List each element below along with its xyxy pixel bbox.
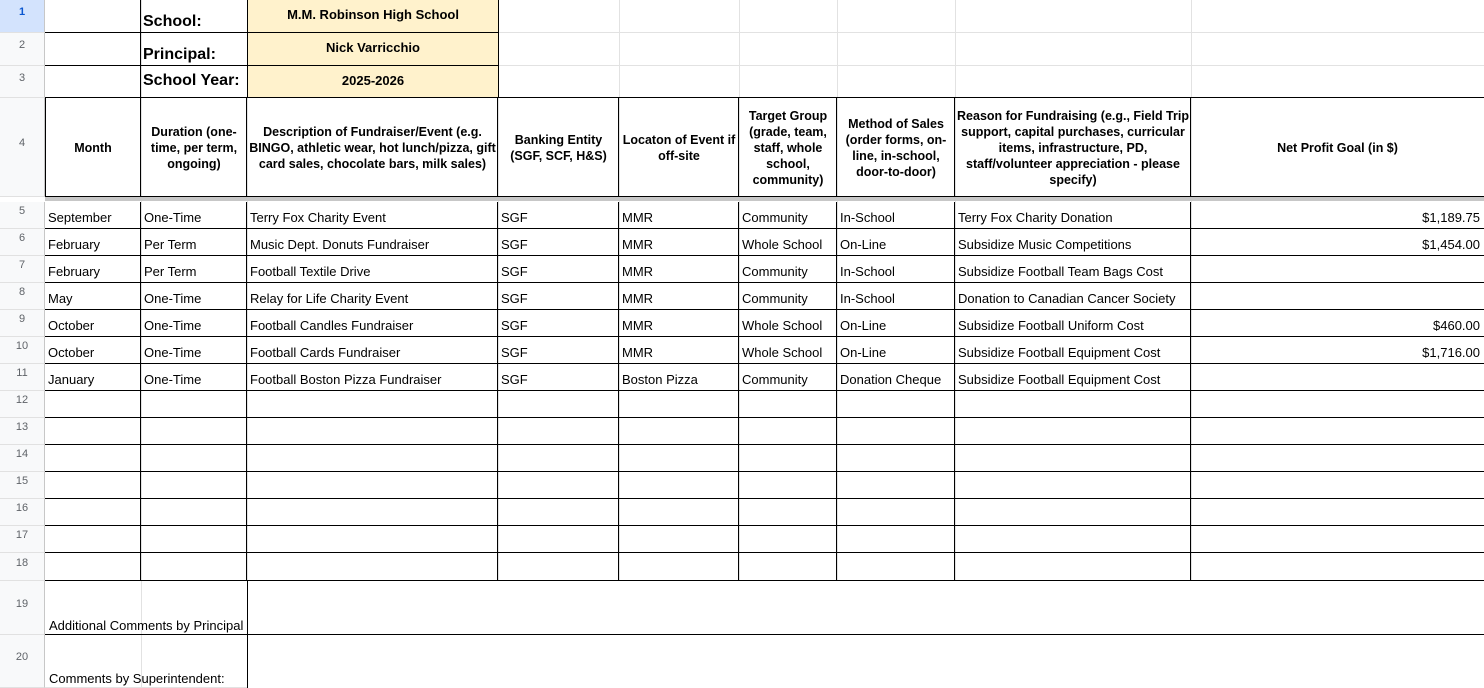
row-header[interactable]: 5 bbox=[0, 202, 45, 229]
row-header[interactable]: 19 bbox=[0, 581, 45, 635]
column-header[interactable]: Month bbox=[74, 140, 112, 155]
row-header[interactable]: 12 bbox=[0, 391, 45, 418]
table-cell[interactable]: On-Line bbox=[840, 346, 887, 360]
cell-border bbox=[45, 390, 1484, 391]
row-header[interactable]: 17 bbox=[0, 526, 45, 553]
table-cell[interactable]: Boston Pizza bbox=[622, 373, 698, 387]
table-cell[interactable]: Community bbox=[742, 211, 808, 225]
principal-comments-label: Additional Comments by Principal bbox=[49, 619, 244, 633]
row-header[interactable]: 18 bbox=[0, 553, 45, 581]
table-cell[interactable]: Football Textile Drive bbox=[250, 265, 371, 279]
table-cell[interactable]: SGF bbox=[501, 292, 528, 306]
table-cell[interactable]: October bbox=[48, 319, 95, 333]
table-cell[interactable]: Subsidize Football Equipment Cost bbox=[958, 373, 1161, 387]
table-cell[interactable]: $460.00 bbox=[1433, 319, 1480, 333]
table-cell[interactable]: SGF bbox=[501, 238, 528, 252]
table-cell[interactable]: Community bbox=[742, 292, 808, 306]
column-header[interactable]: Method of Sales (order forms, on-line, in-school, door-to-door) bbox=[845, 116, 947, 179]
table-cell[interactable]: Football Candles Fundraiser bbox=[250, 319, 414, 333]
table-cell[interactable]: One-Time bbox=[144, 346, 202, 360]
table-cell[interactable]: Per Term bbox=[144, 238, 197, 252]
table-cell[interactable]: SGF bbox=[501, 346, 528, 360]
table-cell[interactable]: One-Time bbox=[144, 292, 202, 306]
table-cell[interactable]: MMR bbox=[622, 292, 654, 306]
cell-border bbox=[45, 525, 1484, 526]
row-header[interactable]: 10 bbox=[0, 337, 45, 364]
row-header[interactable]: 7 bbox=[0, 256, 45, 283]
row-header[interactable]: 2 bbox=[0, 33, 45, 66]
row-header[interactable]: 6 bbox=[0, 229, 45, 256]
row-header[interactable]: 14 bbox=[0, 445, 45, 472]
table-cell[interactable]: February bbox=[48, 238, 101, 252]
table-cell[interactable]: MMR bbox=[622, 238, 654, 252]
table-cell[interactable]: Whole School bbox=[742, 319, 823, 333]
cell-border bbox=[45, 498, 1484, 499]
table-cell[interactable]: MMR bbox=[622, 319, 654, 333]
table-cell[interactable]: On-Line bbox=[840, 319, 887, 333]
cell-border bbox=[738, 98, 739, 197]
superintendent-comments-field[interactable] bbox=[248, 635, 1484, 688]
row-header[interactable]: 13 bbox=[0, 418, 45, 445]
cell-border bbox=[45, 309, 1484, 310]
table-cell[interactable]: MMR bbox=[622, 211, 654, 225]
cell-border bbox=[498, 0, 499, 98]
table-cell[interactable]: January bbox=[48, 373, 95, 387]
table-cell[interactable]: September bbox=[48, 211, 112, 225]
superintendent-comments-label: Comments by Superintendent: bbox=[49, 672, 225, 686]
table-cell[interactable]: Donation Cheque bbox=[840, 373, 942, 387]
table-cell[interactable]: Music Dept. Donuts Fundraiser bbox=[250, 238, 430, 252]
cell-border bbox=[247, 0, 248, 98]
cell-border bbox=[45, 552, 1484, 553]
table-cell[interactable] bbox=[1191, 373, 1484, 389]
cell-border bbox=[140, 98, 141, 197]
cell-border bbox=[618, 98, 619, 197]
table-cell[interactable]: In-School bbox=[840, 292, 895, 306]
table-cell[interactable]: In-School bbox=[840, 211, 895, 225]
cell-border bbox=[45, 32, 498, 33]
row-header[interactable]: 3 bbox=[0, 66, 45, 98]
column-header[interactable]: Duration (one-time, per term, ongoing) bbox=[150, 124, 238, 171]
table-cell[interactable]: SGF bbox=[501, 265, 528, 279]
cell-border bbox=[45, 634, 1484, 635]
column-header[interactable]: Description of Fundraiser/Event (e.g. BINGO, athletic wear, hot lunch/pizza, gift card sales, chocolate bars, milk sales) bbox=[249, 124, 496, 171]
table-cell[interactable]: Community bbox=[742, 373, 808, 387]
principal-value[interactable]: Nick Varricchio bbox=[248, 33, 498, 65]
column-header[interactable]: Locaton of Event if off-site bbox=[622, 132, 736, 163]
table-cell[interactable]: Per Term bbox=[144, 265, 197, 279]
column-header[interactable]: Target Group (grade, team, staff, whole school, community) bbox=[748, 108, 828, 187]
table-cell[interactable]: Subsidize Football Equipment Cost bbox=[958, 346, 1161, 360]
row-header[interactable]: 1 bbox=[0, 0, 45, 33]
row-header[interactable]: 11 bbox=[0, 364, 45, 391]
cell-border bbox=[45, 255, 1484, 256]
table-cell[interactable]: $1,716.00 bbox=[1422, 346, 1480, 360]
table-cell[interactable]: In-School bbox=[840, 265, 895, 279]
table-cell[interactable] bbox=[1191, 292, 1484, 308]
table-cell[interactable]: Donation to Canadian Cancer Society bbox=[958, 292, 1176, 306]
table-cell[interactable]: Terry Fox Charity Event bbox=[250, 211, 386, 225]
column-header[interactable]: Net Profit Goal (in $) bbox=[1277, 140, 1398, 155]
table-cell[interactable]: May bbox=[48, 292, 73, 306]
cell-border bbox=[45, 228, 1484, 229]
table-cell[interactable]: Community bbox=[742, 265, 808, 279]
table-cell[interactable]: Relay for Life Charity Event bbox=[250, 292, 409, 306]
cell-border bbox=[45, 98, 46, 197]
cell-border bbox=[497, 98, 498, 197]
cell-border bbox=[45, 471, 1484, 472]
table-cell[interactable]: One-Time bbox=[144, 211, 202, 225]
cell-border bbox=[45, 417, 1484, 418]
cell-border bbox=[954, 98, 955, 197]
column-header[interactable]: Banking Entity (SGF, SCF, H&S) bbox=[510, 132, 607, 163]
table-cell[interactable]: Football Cards Fundraiser bbox=[250, 346, 401, 360]
row-header[interactable]: 8 bbox=[0, 283, 45, 310]
column-header[interactable]: Reason for Fundraising (e.g., Field Trip support, capital purchases, curricular items, infrastructure, PD, staff/volunteer appreciation - please specify) bbox=[957, 108, 1189, 187]
table-cell[interactable]: Subsidize Music Competitions bbox=[958, 238, 1132, 252]
table-cell[interactable]: Football Boston Pizza Fundraiser bbox=[250, 373, 442, 387]
row-header[interactable]: 15 bbox=[0, 472, 45, 499]
table-cell[interactable]: Whole School bbox=[742, 238, 823, 252]
table-cell[interactable]: On-Line bbox=[840, 238, 887, 252]
principal-label: Principal: bbox=[143, 46, 216, 63]
table-cell[interactable]: SGF bbox=[501, 211, 528, 225]
table-cell[interactable]: Subsidize Football Team Bags Cost bbox=[958, 265, 1163, 279]
cell-border bbox=[45, 97, 1484, 98]
cell-border bbox=[45, 336, 1484, 337]
table-cell[interactable]: Terry Fox Charity Donation bbox=[958, 211, 1113, 225]
principal-comments-field[interactable] bbox=[248, 581, 1484, 635]
row-header[interactable]: 9 bbox=[0, 310, 45, 337]
table-cell[interactable]: February bbox=[48, 265, 101, 279]
cell-border bbox=[45, 580, 1484, 581]
cell-border bbox=[45, 444, 1484, 445]
table-cell[interactable]: One-Time bbox=[144, 319, 202, 333]
table-cell[interactable] bbox=[1191, 265, 1484, 281]
table-cell[interactable]: Whole School bbox=[742, 346, 823, 360]
row-header[interactable]: 16 bbox=[0, 499, 45, 526]
table-cell[interactable]: SGF bbox=[501, 319, 528, 333]
school-year-label: School Year: bbox=[143, 72, 240, 89]
table-cell[interactable]: Subsidize Football Uniform Cost bbox=[958, 319, 1144, 333]
school-value[interactable]: M.M. Robinson High School bbox=[248, 0, 498, 32]
table-cell[interactable]: $1,189.75 bbox=[1422, 211, 1480, 225]
frozen-row-divider[interactable] bbox=[45, 197, 1484, 201]
cell-border bbox=[45, 363, 1484, 364]
table-cell[interactable]: $1,454.00 bbox=[1422, 238, 1480, 252]
cell-border bbox=[836, 98, 837, 197]
table-cell[interactable]: One-Time bbox=[144, 373, 202, 387]
cell-border bbox=[45, 282, 1484, 283]
cell-border bbox=[45, 196, 1484, 197]
cell-border bbox=[1190, 98, 1191, 197]
row-header[interactable]: 20 bbox=[0, 635, 45, 688]
table-cell[interactable]: MMR bbox=[622, 346, 654, 360]
table-cell[interactable]: SGF bbox=[501, 373, 528, 387]
cell-border bbox=[246, 98, 247, 197]
table-cell[interactable]: MMR bbox=[622, 265, 654, 279]
row-header[interactable]: 4 bbox=[0, 98, 45, 197]
school-label: School: bbox=[143, 13, 202, 30]
school-year-value[interactable]: 2025-2026 bbox=[248, 66, 498, 97]
cell-border bbox=[140, 0, 141, 98]
cell-border bbox=[45, 65, 498, 66]
table-cell[interactable]: October bbox=[48, 346, 95, 360]
